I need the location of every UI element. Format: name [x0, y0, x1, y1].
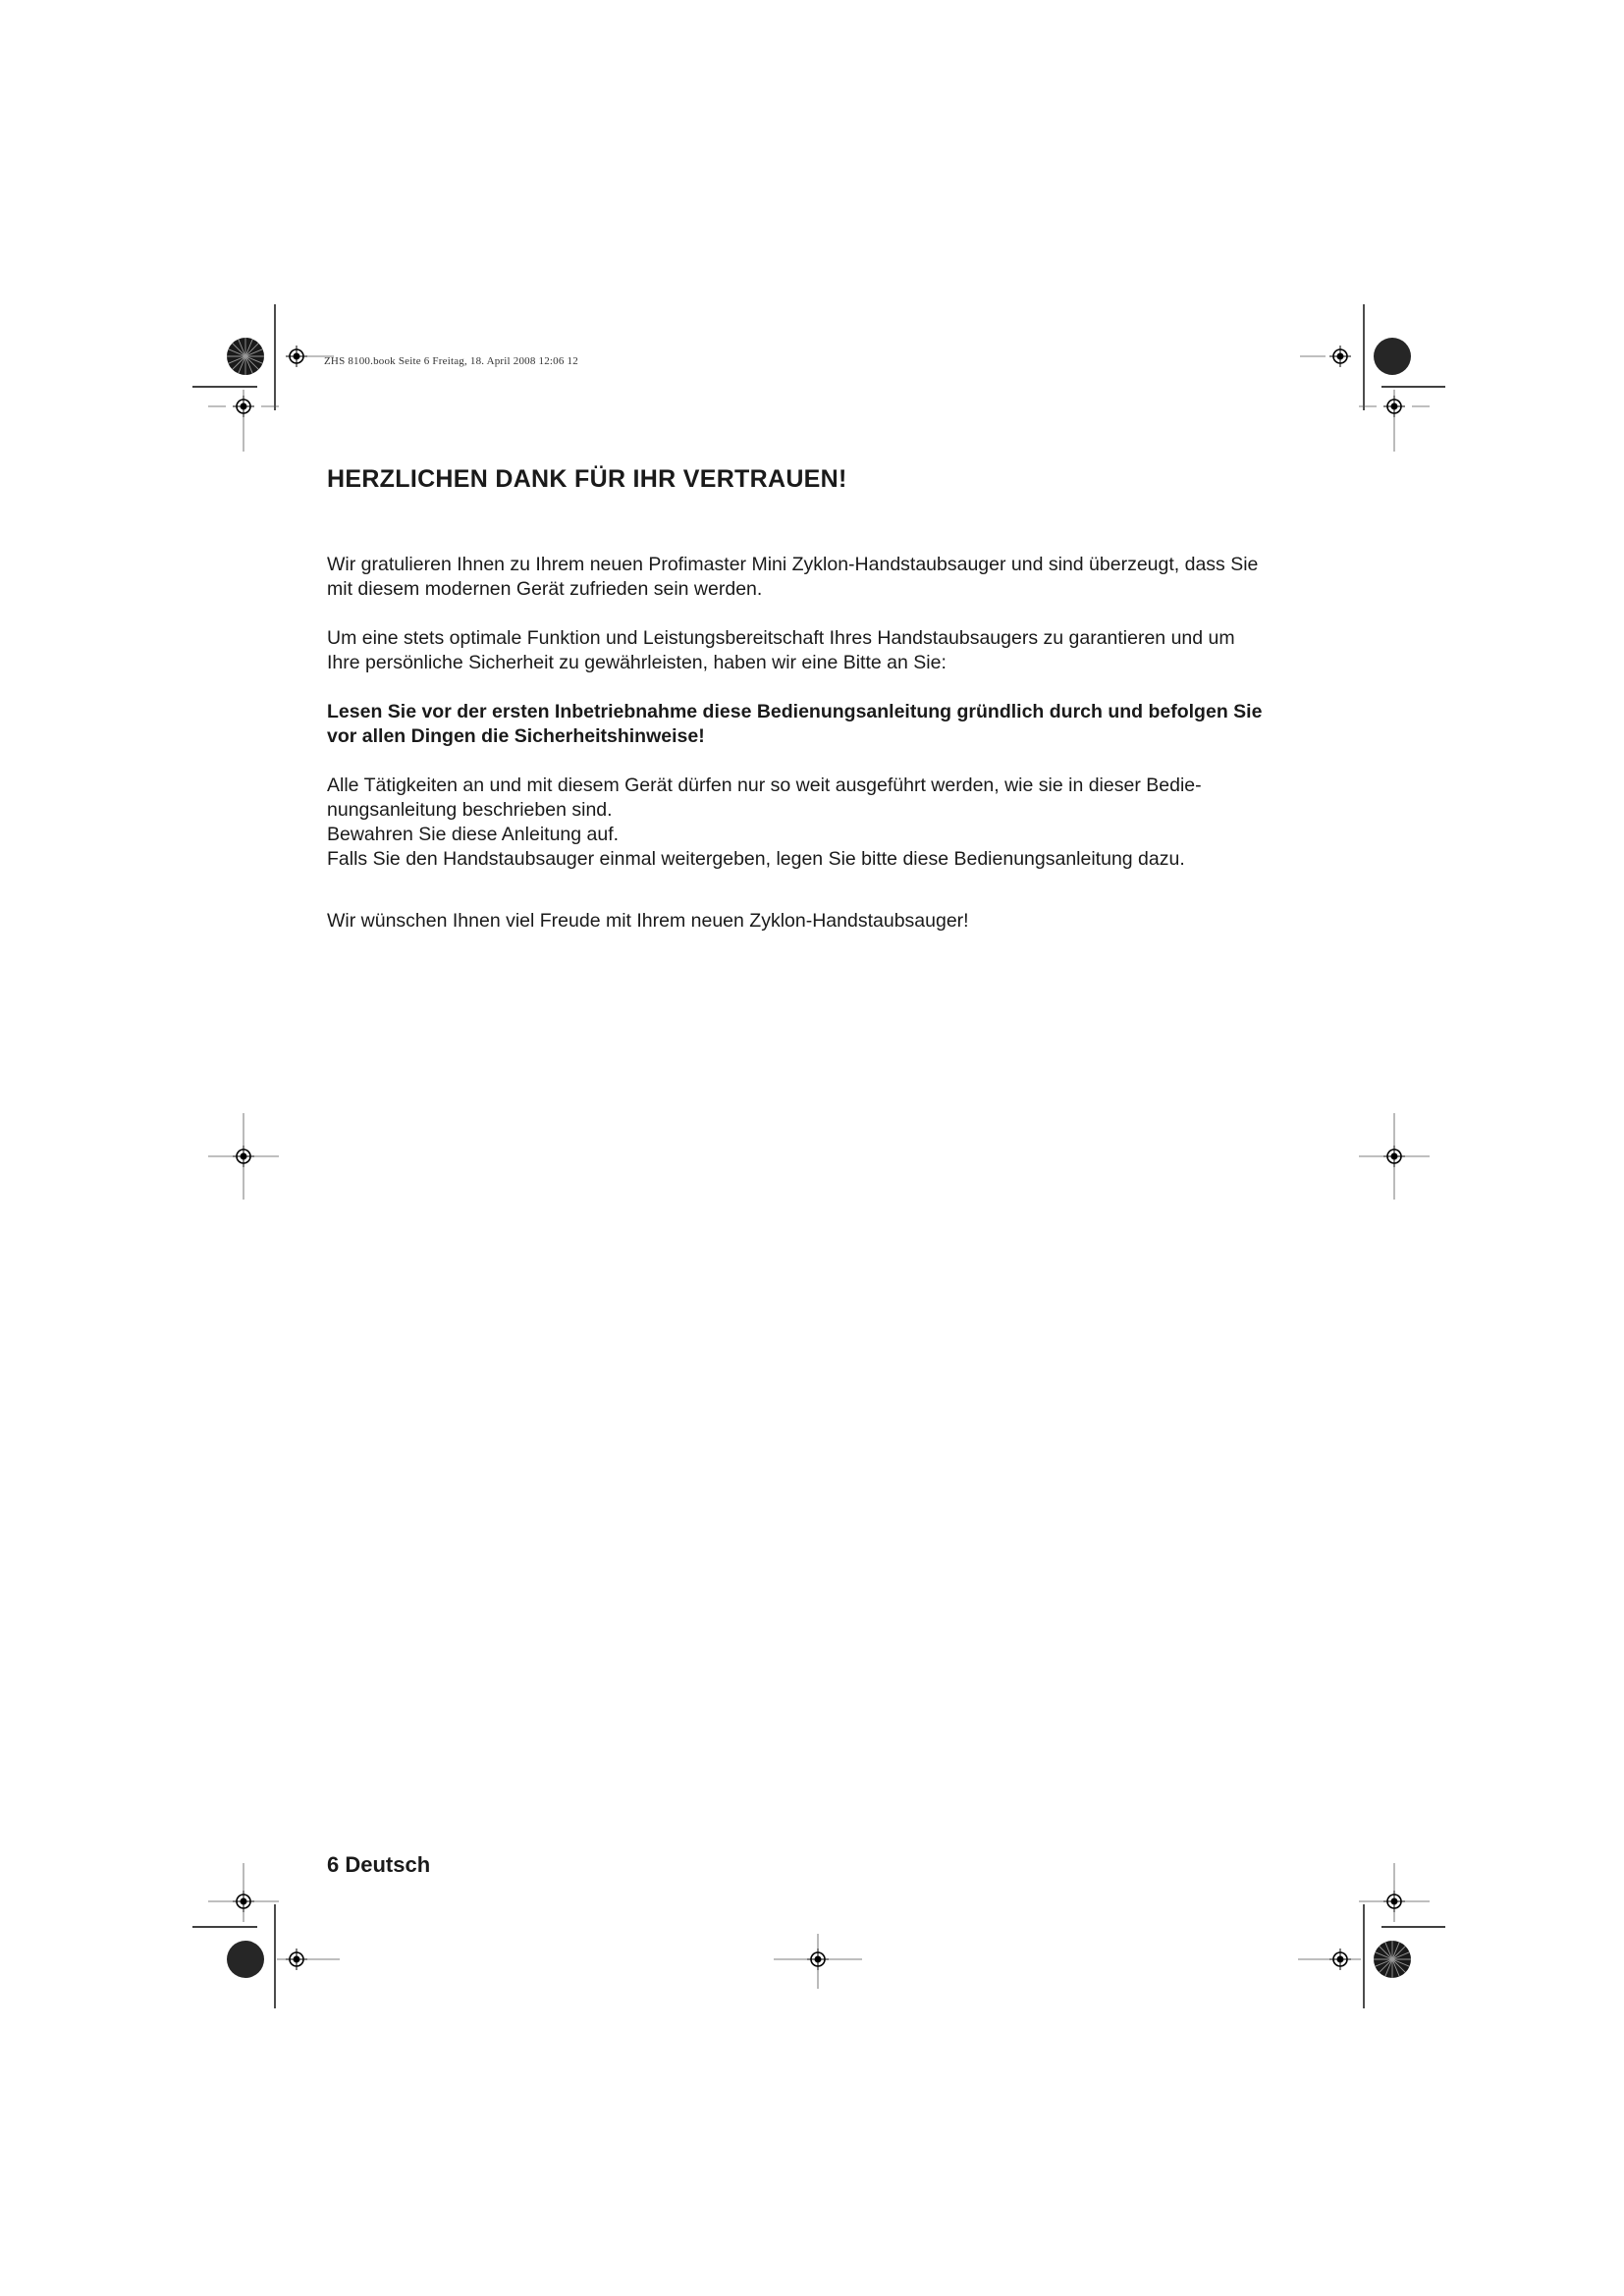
request-paragraph: Um eine stets optimale Funktion und Leistungsbereitschaft Ihres Handstaubsaugers zu garantieren und um Ihre persönliche Sicherheit zu gewährleisten, haben wir eine Bitte an Sie: — [327, 627, 1235, 673]
page-number-label: 6 Deutsch — [327, 1852, 431, 1877]
usage-line: Alle Tätigkeiten an und mit diesem Gerät dürfen nur so weit ausgeführt werden, wie sie in dieser Bedie- — [327, 774, 1202, 796]
intro-paragraph: Wir gratulieren Ihnen zu Ihrem neuen Profimaster Mini Zyklon-Handstaubsauger und sind überzeugt, dass Sie mit diesem modernen Gerät zufrieden sein werden. — [327, 554, 1259, 600]
body-text — [327, 553, 1270, 934]
safety-emphasis-paragraph: Lesen Sie vor der ersten Inbetriebnahme diese Bedienungsanleitung gründlich durch und befolgen Sie vor allen Dingen die Sicherheitshinweise! — [327, 701, 1263, 747]
closing-paragraph: Wir wünschen Ihnen viel Freude mit Ihrem neuen Zyklon-Handstaubsauger! — [327, 910, 969, 932]
usage-line: Falls Sie den Handstaubsauger einmal weitergeben, legen Sie bitte diese Bedienungsanleitung dazu. — [327, 848, 1185, 870]
usage-line: nungsanleitung beschrieben sind. — [327, 799, 613, 821]
usage-line: Bewahren Sie diese Anleitung auf. — [327, 824, 620, 845]
page-title: HERZLICHEN DANK FÜR IHR VERTRAUEN! — [327, 465, 847, 493]
print-slug: ZHS 8100.book Seite 6 Freitag, 18. April 2008 12:06 12 — [324, 355, 578, 367]
usage-paragraph — [327, 774, 1270, 872]
